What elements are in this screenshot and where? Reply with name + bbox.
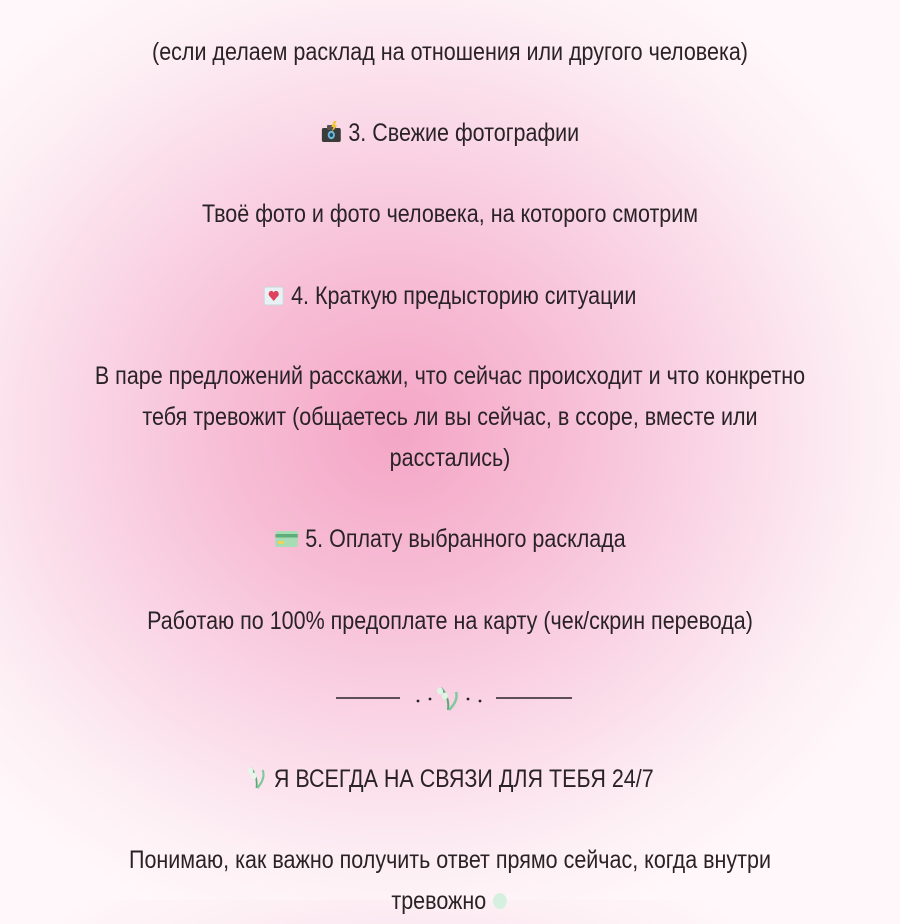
heading-contact	[97, 760, 802, 800]
lily-of-the-valley-icon	[491, 883, 508, 924]
contact-line-2	[89, 881, 811, 924]
contact-line-1: Понимаю, как важно получить ответ прямо сейчас, когда внутри	[129, 846, 771, 874]
heading-contact-label: Я ВСЕГДА НА СВЯЗИ ДЛЯ ТЕБЯ 24/7	[273, 765, 654, 793]
relationship-note: (если делаем расклад на отношения или другого человека)	[152, 38, 748, 66]
contact-text	[30, 840, 870, 924]
backstory-line-2: тебя тревожит (общаетесь ли вы сейчас, в ссоре, вместе или	[142, 403, 758, 431]
heading-backstory	[97, 277, 802, 317]
heading-payment	[97, 520, 802, 560]
photos-text: Твоё фото и фото человека, на которого смотрим	[201, 200, 699, 228]
lily-of-the-valley-icon	[437, 688, 457, 711]
backstory-text	[30, 356, 870, 479]
section-divider	[0, 682, 900, 712]
heart-card-icon	[264, 279, 285, 317]
heading-photos-label: 3. Свежие фотографии	[348, 119, 580, 147]
payment-text: Работаю по 100% предоплате на карту (чек/скрин перевода)	[147, 607, 753, 635]
heading-payment-label: 5. Оплату выбранного расклада	[305, 525, 626, 553]
heading-backstory-label: 4. Краткую предысторию ситуации	[291, 282, 637, 310]
heading-photos	[97, 114, 802, 154]
backstory-line-1: В паре предложений расскажи, что сейчас происходит и что конкретно	[94, 362, 806, 390]
credit-card-icon	[274, 522, 298, 560]
camera-flash-icon	[321, 116, 342, 154]
backstory-line-3: расстались)	[389, 444, 511, 472]
lily-of-the-valley-icon	[246, 762, 267, 800]
contact-line-2-label: тревожно	[391, 887, 487, 915]
